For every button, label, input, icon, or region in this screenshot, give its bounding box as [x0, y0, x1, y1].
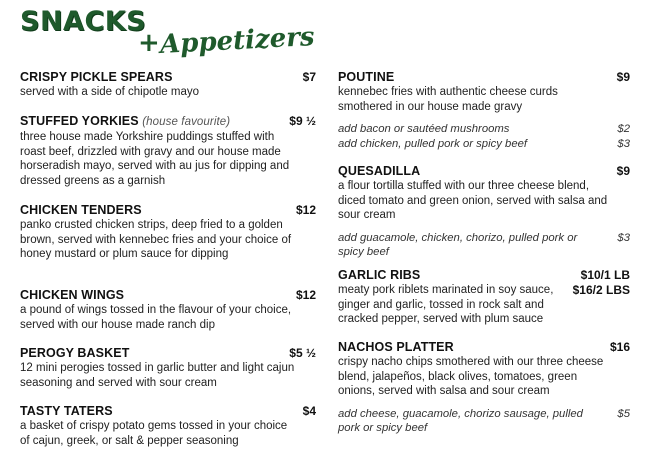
item-name: PEROGY BASKET — [20, 346, 130, 360]
item-name: STUFFED YORKIES (house favourite) — [20, 114, 231, 128]
item-name: CRISPY PICKLE SPEARS — [20, 70, 173, 84]
item-name: GARLIC RIBS — [338, 268, 421, 282]
item-price: $9 — [616, 164, 630, 178]
item-price: $12 — [295, 203, 316, 217]
menu-item-poutine — [338, 70, 630, 151]
item-price: $10/1 LB $16/2 LBS — [572, 268, 630, 297]
header-appetizers: Appetizers — [159, 21, 316, 61]
menu-item-chicken-wings — [20, 288, 316, 332]
item-name: TASTY TATERS — [20, 404, 113, 418]
item-price: $7 — [302, 70, 316, 84]
item-addon: add chicken, pulled pork or spicy beef $3 — [338, 137, 630, 150]
item-addon: add cheese, guacamole, chorizo sausage, pulled pork or spicy beef $5 — [338, 407, 630, 434]
menu-item-tasty-taters — [20, 404, 316, 448]
item-description: kennebec fries with authentic cheese curds smothered in our house made gravy — [338, 86, 558, 113]
item-price: $9 — [616, 70, 630, 84]
addon-price: $3 — [617, 231, 630, 244]
item-description: panko crusted chicken strips, deep fried to a golden brown, served with kennebec fries and your choice of honey mustard or plum sauce for dipping — [20, 219, 292, 260]
item-name: CHICKEN WINGS — [20, 288, 125, 302]
item-price: $4 — [302, 404, 316, 418]
item-description: a pound of wings tossed in the flavour of your choice, served with our house made ranch dip — [20, 304, 292, 331]
addon-price: $2 — [617, 123, 630, 135]
item-description: a basket of crispy potato gems tossed in your choice of cajun, greek, or salt & pepper seasoning — [20, 420, 288, 447]
item-price: $9 ½ — [289, 114, 316, 128]
header-plus: + — [138, 28, 160, 58]
item-addon: add bacon or sautéed mushrooms $2 — [338, 123, 630, 135]
menu-item-quesadilla — [338, 164, 630, 260]
menu-item-chicken-tenders — [20, 203, 316, 262]
header-snacks: SNACKS — [20, 6, 147, 37]
item-price: $16 — [609, 340, 630, 354]
menu-item-perogy-basket — [20, 346, 316, 390]
item-note: (house favourite) — [142, 116, 231, 128]
item-name: QUESADILLA — [338, 164, 421, 178]
addon-price: $3 — [617, 137, 630, 150]
item-addon: add guacamole, chicken, chorizo, pulled pork or spicy beef $3 — [338, 231, 630, 258]
item-name: POUTINE — [338, 70, 395, 84]
menu-item-stuffed-yorkies — [20, 114, 316, 188]
item-name: CHICKEN TENDERS — [20, 203, 142, 217]
menu-item-garlic-ribs — [338, 268, 630, 327]
menu-item-nachos-platter — [338, 340, 630, 436]
item-description: 12 mini perogies tossed in garlic butter and light cajun seasoning and served with sour cream — [20, 362, 295, 389]
item-description: a flour tortilla stuffed with our three cheese blend, diced tomato and green onion, served with salsa and sour cream — [338, 180, 608, 221]
menu-item-crispy-pickle-spears — [20, 70, 316, 100]
menu-header — [20, 6, 320, 66]
item-price: $12 — [295, 288, 316, 302]
item-description: three house made Yorkshire puddings stuffed with roast beef, drizzled with gravy and our house made horseradish mayo, served with au jus for dipping and dressed greens as a garnish — [20, 131, 290, 187]
item-description: meaty pork riblets marinated in soy sauce, ginger and garlic, tossed in rock salt and cracked pepper, served with plum sauce — [338, 284, 554, 325]
item-name: NACHOS PLATTER — [338, 340, 454, 354]
item-description: served with a side of chipotle mayo — [20, 86, 199, 98]
item-description: crispy nacho chips smothered with our three cheese blend, jalapeños, black olives, tomatoes, green onions, served with salsa and sour cream — [338, 356, 604, 397]
addon-price: $5 — [617, 407, 630, 420]
item-price: $5 ½ — [289, 346, 316, 360]
